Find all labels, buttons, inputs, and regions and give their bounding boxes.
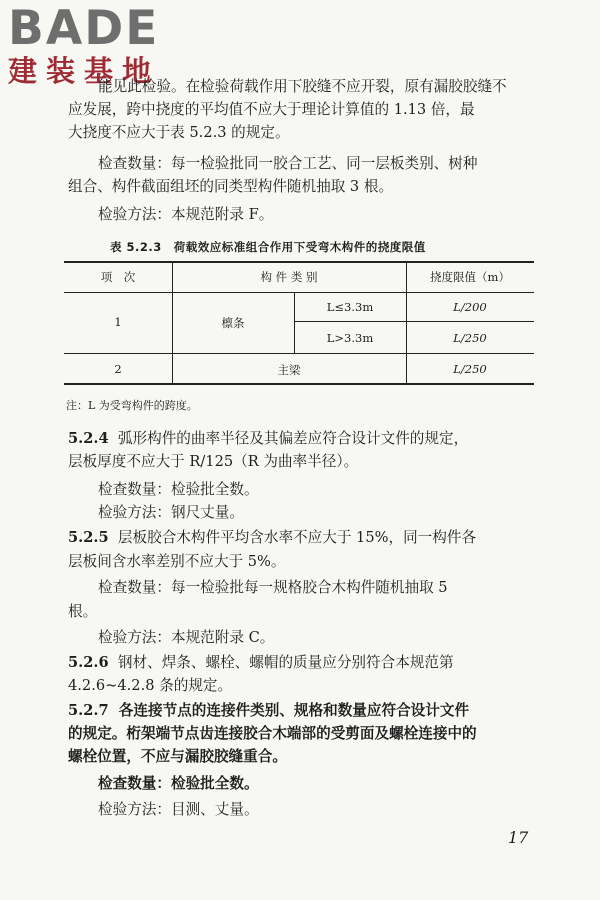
s524-line-2: 层板厚度不应大于 R/125（R 为曲率半径）。 — [68, 453, 359, 470]
intro-line-1: 能见此检验。在检验荷载作用下胶缝不应开裂，原有漏胶胶缝不 — [98, 78, 507, 95]
s525-line-2: 层板间含水率差别不应大于 5%。 — [68, 553, 286, 570]
s527-line-3: 螺栓位置，不应与漏胶胶缝重合。 — [68, 748, 287, 765]
table-caption: 表 5.2.3 荷载效应标准组合作用下受弯木构件的挠度限值 — [110, 240, 426, 254]
intro-check-qty-2: 组合、构件截面组坯的同类型构件随机抽取 3 根。 — [68, 178, 394, 195]
row-2-limit: L/250 — [453, 362, 487, 376]
row-2-item-no: 2 — [114, 362, 122, 376]
row-1b-limit: L/250 — [453, 331, 487, 345]
s525-check-method: 检验方法：本规范附录 C。 — [98, 629, 275, 646]
s526-line-1 — [68, 651, 454, 674]
s525-check-qty-2: 根。 — [68, 603, 98, 620]
s527-check-qty: 检查数量：检验批全数。 — [98, 775, 259, 792]
logo-wordmark: BADE — [8, 1, 160, 56]
s527-text-1: 各连接节点的连接件类别、规格和数量应符合设计文件 — [118, 702, 470, 719]
s524-number: 5.2.4 — [68, 430, 109, 447]
row-1-limit: L/200 — [453, 300, 487, 314]
s526-line-2: 4.2.6~4.2.8 条的规定。 — [68, 677, 233, 694]
table-row-rule — [64, 353, 534, 354]
table-top-rule — [64, 261, 534, 263]
table-sub-row-rule — [294, 321, 534, 322]
header-deflection-limit: 挠度限值（m） — [430, 270, 510, 284]
s524-check-method: 检验方法：钢尺丈量。 — [98, 504, 244, 521]
row-2-member-type: 主梁 — [277, 363, 301, 377]
s525-number: 5.2.5 — [68, 529, 109, 546]
row-1-item-no: 1 — [114, 315, 122, 329]
table-note: 注：L 为受弯构件的跨度。 — [66, 399, 198, 412]
s524-check-qty: 检查数量：检验批全数。 — [98, 481, 259, 498]
s525-text-1: 层板胶合木构件平均含水率不应大于 15%，同一构件各 — [117, 529, 477, 546]
s527-line-1 — [68, 699, 469, 722]
s527-number: 5.2.7 — [68, 702, 109, 719]
s527-check-method: 检验方法：目测、丈量。 — [98, 801, 259, 818]
deflection-limit-table — [64, 261, 534, 385]
page-number: 17 — [508, 828, 529, 847]
intro-check-qty-1: 检查数量：每一检验批同一胶合工艺、同一层板类别、树种 — [98, 155, 478, 172]
intro-check-method: 检验方法：本规范附录 F。 — [98, 206, 274, 223]
row-1-member-type: 檩条 — [221, 316, 245, 330]
s524-line-1 — [68, 427, 468, 450]
row-1b-sub-span: L>3.3m — [326, 331, 374, 345]
intro-line-2: 应发展，跨中挠度的平均值不应大于理论计算值的 1.13 倍，最 — [68, 101, 475, 118]
s525-line-1 — [68, 526, 476, 549]
row-1-sub-span: L≤3.3m — [326, 300, 374, 314]
s526-number: 5.2.6 — [68, 654, 109, 671]
header-member-type: 构 件 类 别 — [260, 270, 318, 284]
header-item-no: 项 次 — [100, 270, 136, 284]
s525-check-qty-1: 检查数量：每一检验批每一规格胶合木构件随机抽取 5 — [98, 579, 448, 596]
s524-text-1: 弧形构件的曲率半径及其偏差应符合设计文件的规定， — [117, 430, 469, 447]
table-header-rule — [64, 292, 534, 293]
s526-text-1: 钢材、焊条、螺栓、螺帽的质量应分别符合本规范第 — [117, 654, 454, 671]
logo-subtitle: 建装基地 — [8, 54, 161, 88]
s527-line-2: 的规定。桁架端节点齿连接胶合木端部的受剪面及螺栓连接中的 — [68, 725, 477, 742]
intro-line-3: 大挠度不应大于表 5.2.3 的规定。 — [68, 124, 290, 141]
table-bottom-rule — [64, 383, 534, 385]
